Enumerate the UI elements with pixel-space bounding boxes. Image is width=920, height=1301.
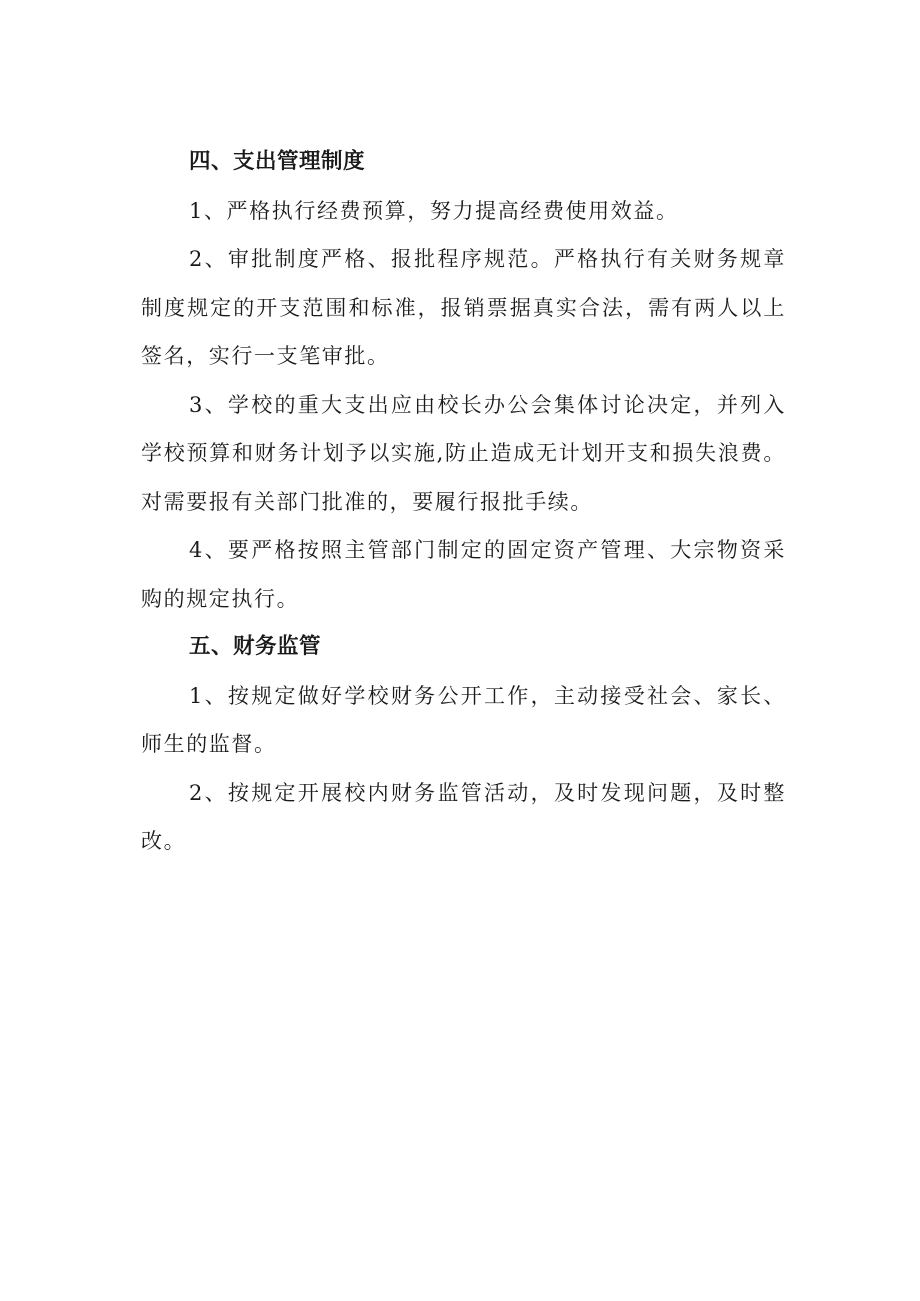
paragraph-supervision-1: 1、按规定做好学校财务公开工作，主动接受社会、家长、师生的监督。 (141, 683, 786, 756)
document-body (141, 138, 786, 866)
paragraph-supervision-2: 2、按规定开展校内财务监管活动，及时发现问题，及时整改。 (141, 780, 786, 853)
paragraph-expenditure-2: 2、审批制度严格、报批程序规范。严格执行有关财务规章制度规定的开支范围和标准，报销票据真实合法，需有两人以上签名，实行一支笔审批。 (141, 247, 786, 368)
paragraph-expenditure-4: 4、要严格按照主管部门制定的固定资产管理、大宗物资采购的规定执行。 (141, 538, 786, 611)
section-heading-expenditure: 四、支出管理制度 (189, 149, 366, 174)
paragraph-expenditure-1: 1、严格执行经费预算，努力提高经费使用效益。 (189, 198, 679, 223)
section-heading-supervision: 五、财务监管 (189, 634, 322, 659)
paragraph-expenditure-3: 3、学校的重大支出应由校长办公会集体讨论决定，并列入学校预算和财务计划予以实施,防止造成无计划开支和损失浪费。对需要报有关部门批准的，要履行报批手续。 (141, 392, 786, 514)
